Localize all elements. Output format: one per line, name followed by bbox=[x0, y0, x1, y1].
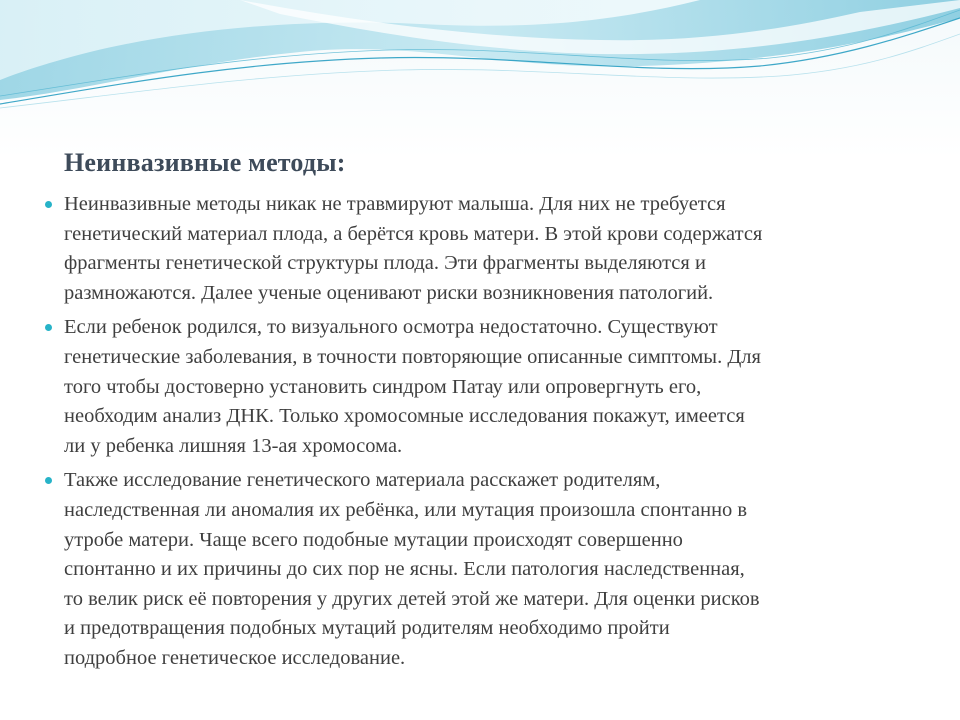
bullet-line: фрагменты генетической структуры плода. Эти фрагменты выделяются и bbox=[64, 252, 706, 275]
bullet-line: подробное генетическое исследование. bbox=[64, 646, 406, 669]
bullet-line: генетический материал плода, а берётся кровь матери. В этой крови содержатся bbox=[64, 222, 763, 245]
bullet-line: наследственная ли аномалия их ребёнка, или мутация произошла спонтанно в bbox=[64, 498, 748, 521]
bullet-item bbox=[64, 466, 904, 673]
bullet-item bbox=[64, 313, 904, 461]
bullet-line: того чтобы достоверно установить синдром Патау или опровергнуть его, bbox=[64, 375, 702, 398]
bullet-line: Неинвазивные методы никак не травмируют малыша. Для них не требуется bbox=[64, 193, 726, 215]
bullet-line: генетические заболевания, в точности повторяющие описанные симптомы. Для bbox=[64, 345, 761, 368]
wave-decoration bbox=[0, 0, 960, 120]
bullet-line: необходим анализ ДНК. Только хромосомные исследования покажут, имеется bbox=[64, 405, 745, 428]
bullet-dot-icon bbox=[45, 477, 52, 484]
bullet-line: Также исследование генетического материала расскажет родителям, bbox=[64, 469, 661, 492]
bullet-dot-icon bbox=[45, 324, 52, 331]
bullet-line: размножаются. Далее ученые оценивают риски возникновения патологий. bbox=[64, 281, 714, 304]
bullet-list bbox=[64, 190, 904, 679]
bullet-line: спонтанно и их причины до сих пор не ясны. Если патология наследственная, bbox=[64, 558, 745, 581]
bullet-line: утробе матери. Чаще всего подобные мутации происходят совершенно bbox=[64, 528, 683, 551]
slide-title: Неинвазивные методы: bbox=[64, 148, 346, 177]
bullet-line: Если ребенок родился, то визуального осмотра недостаточно. Существуют bbox=[64, 316, 718, 339]
bullet-line: ли у ребенка лишняя 13-ая хромосома. bbox=[64, 434, 403, 457]
bullet-dot-icon bbox=[45, 201, 52, 208]
bullet-line: и предотвращения подобных мутаций родителям необходимо пройти bbox=[64, 617, 670, 640]
bullet-line: то велик риск её повторения у других детей этой же матери. Для оценки рисков bbox=[64, 587, 760, 610]
bullet-item bbox=[64, 190, 904, 308]
